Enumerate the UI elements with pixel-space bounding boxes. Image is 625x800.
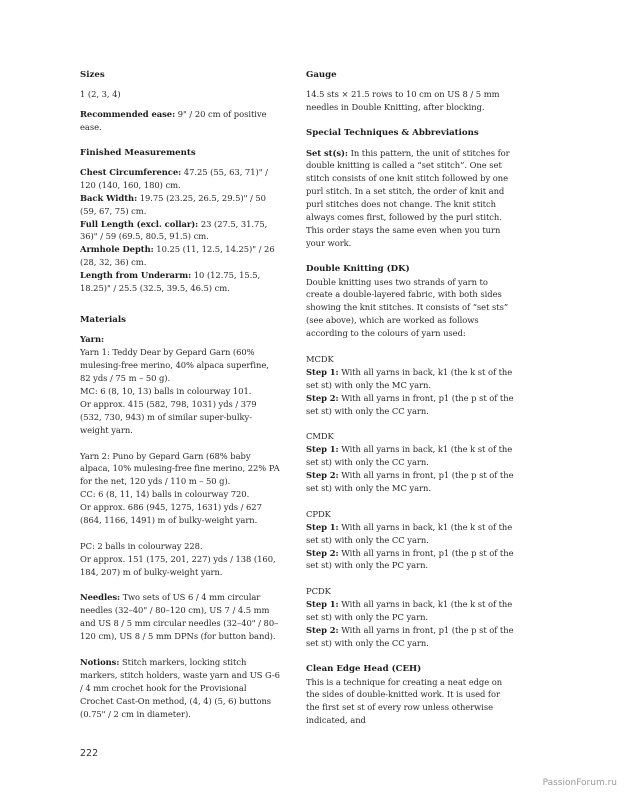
cmdk-step2-text: With all yarns in front, p1 (the p st of the set st) with only the MC yarn. <box>306 470 514 494</box>
cmdk-step2 <box>306 469 516 495</box>
cpdk-step1-text: With all yarns in back, k1 (the k st of the set st) with only the CC yarn. <box>306 521 513 545</box>
underarm-label: Length from Underarm: <box>80 270 192 281</box>
yarn-label-text: Yarn: <box>80 334 105 345</box>
page-number: 222 <box>80 748 99 759</box>
ease-value: 9" / 20 cm of positive ease. <box>80 108 267 132</box>
chest-value: 47.25 (55, 63, 71)" / 120 (140, 160, 180) cm. <box>80 166 268 190</box>
mcdk-title: MCDK <box>306 353 334 364</box>
full-length <box>80 218 280 244</box>
step2-label: Step 2: <box>306 392 339 403</box>
pcdk-step1 <box>306 598 516 624</box>
cmdk-step1-text: With all yarns in back, k1 (the k st of the set st) with only the CC yarn. <box>306 444 513 468</box>
pc-text: PC: 2 balls in colourway 228. <box>80 540 203 551</box>
cpdk-title: CPDK <box>306 508 331 519</box>
mcdk-step1 <box>306 366 516 392</box>
yarn1-text: Yarn 1: Teddy Dear by Gepard Garn (60% mulesing-free merino, 40% alpaca superfine, 82 yds / 75 m – 50 g). <box>80 347 269 384</box>
cpdk-step2 <box>306 547 516 573</box>
yarn1-alt: Or approx. 415 (582, 798, 1031) yds / 379 (532, 730, 943) m of similar super-bulky-weight yarn. <box>80 398 257 435</box>
pcdk-step2-text: With all yarns in front, p1 (the p st of the set st) with only the CC yarn. <box>306 624 514 648</box>
yarn-label <box>80 333 280 346</box>
gauge-value: 14.5 sts × 21.5 rows to 10 cm on US 8 / 5 mm needles in Double Knitting, after blocking. <box>306 89 500 113</box>
armhole-label: Armhole Depth: <box>80 244 154 255</box>
cpdk-step2-text: With all yarns in front, p1 (the p st of the set st) with only the PC yarn. <box>306 547 514 571</box>
length-label: Full Length (excl. collar): <box>80 218 199 229</box>
right-column <box>306 69 516 727</box>
setst-label: Set st(s): <box>306 147 348 158</box>
underarm-value: 10 (12.75, 15.5, 18.25)" / 25.5 (32.5, 39.5, 46.5) cm. <box>80 270 261 294</box>
notions <box>80 656 280 721</box>
chest-circumference <box>80 166 280 192</box>
sizes-value: 1 (2, 3, 4) <box>80 89 121 100</box>
watermark: PassionForum.ru <box>542 778 617 788</box>
back-label: Back Width: <box>80 192 138 203</box>
needles-label: Needles: <box>80 592 121 603</box>
mcdk-step2-text: With all yarns in front, p1 (the p st of the set st) with only the CC yarn. <box>306 392 514 416</box>
length-from-underarm <box>80 269 280 295</box>
step1-label: Step 1: <box>306 366 339 377</box>
materials-heading: Materials <box>80 314 126 325</box>
step2-label: Step 2: <box>306 624 339 635</box>
step1-label: Step 1: <box>306 599 339 610</box>
cmdk-step1 <box>306 443 516 469</box>
pcdk-step1-text: With all yarns in back, k1 (the k st of the set st) with only the PC yarn. <box>306 599 513 623</box>
yarn2-text: Yarn 2: Puno by Gepard Garn (68% baby alpaca, 10% mulesing-free fine merino, 22% PA for the net, 120 yds / 110 m – 50 g). <box>80 450 280 487</box>
double-knitting-text: Double knitting uses two strands of yarn to create a double-layered fabric, with both sides showing the knit stitches. It consists of “set sts” (see above), which are worked as follows according to the colours of yarn used: <box>306 276 509 339</box>
clean-edge-head-text: This is a technique for creating a neat edge on the sides of double-knitted work. It is used for the first set st of every row unless otherwise indicated, and <box>306 676 503 726</box>
notions-label: Notions: <box>80 656 120 667</box>
mcdk-step2 <box>306 392 516 418</box>
gauge-heading: Gauge <box>306 70 337 80</box>
special-techniques-heading: Special Techniques & Abbreviations <box>306 128 479 139</box>
needles <box>80 591 280 643</box>
sizes-heading: Sizes <box>80 70 105 80</box>
back-value: 19.75 (23.25, 26.5, 29.5)" / 50 (59, 67, 75) cm. <box>80 192 266 216</box>
recommended-ease <box>80 108 280 134</box>
step2-label: Step 2: <box>306 470 339 481</box>
step1-label: Step 1: <box>306 444 339 455</box>
setst-value: In this pattern, the unit of stitches for double knitting is called a “set stitch”. One set stitch consists of one knit stitch followed by one purl stitch. In a set stitch, the order of knit and purl stitches does not change. The knit stitch always comes first, followed by the purl stitch. This order stays the same even when you turn your work. <box>306 147 510 248</box>
left-column <box>80 69 280 721</box>
step1-label: Step 1: <box>306 521 339 532</box>
armhole-depth <box>80 243 280 269</box>
pcdk-step2 <box>306 624 516 650</box>
ease-label: Recommended ease: <box>80 108 176 119</box>
length-value: 23 (27.5, 31.75, 36)" / 59 (69.5, 80.5, 91.5) cm. <box>80 218 268 242</box>
yarn2-cc: CC: 6 (8, 11, 14) balls in colourway 720. <box>80 489 250 500</box>
cmdk-title: CMDK <box>306 431 334 442</box>
set-stitch <box>306 147 516 250</box>
step2-label: Step 2: <box>306 547 339 558</box>
pc-alt: Or approx. 151 (175, 201, 227) yds / 138 (160, 184, 207) m of bulky-weight yarn. <box>80 553 276 577</box>
clean-edge-head-heading: Clean Edge Head (CEH) <box>306 663 422 674</box>
chest-label: Chest Circumference: <box>80 166 182 177</box>
back-width <box>80 192 280 218</box>
pcdk-title: PCDK <box>306 586 331 597</box>
double-knitting-heading: Double Knitting (DK) <box>306 263 410 274</box>
needles-value: Two sets of US 6 / 4 mm circular needles (32–40" / 80–120 cm), US 7 / 4.5 mm and US 8 / 5 mm circular needles (32–40" / 80–120 cm), US 8 / 5 mm DPNs (for button band). <box>80 592 279 642</box>
finished-measurements-heading: Finished Measurements <box>80 147 196 158</box>
cpdk-step1 <box>306 521 516 547</box>
yarn2-alt: Or approx. 686 (945, 1275, 1631) yds / 627 (864, 1166, 1491) m of bulky-weight yarn. <box>80 502 262 526</box>
yarn1-mc: MC: 6 (8, 10, 13) balls in colourway 101. <box>80 386 252 397</box>
mcdk-step1-text: With all yarns in back, k1 (the k st of the set st) with only the MC yarn. <box>306 366 513 390</box>
armhole-value: 10.25 (11, 12.5, 14.25)" / 26 (28, 32, 36) cm. <box>80 244 275 268</box>
notions-value: Stitch markers, locking stitch markers, stitch holders, waste yarn and US G-6 / 4 mm crochet hook for the Provisional Crochet Cast-On method, (4, 4) (5, 6) buttons (0.75" / 2 cm in diameter). <box>80 656 280 719</box>
